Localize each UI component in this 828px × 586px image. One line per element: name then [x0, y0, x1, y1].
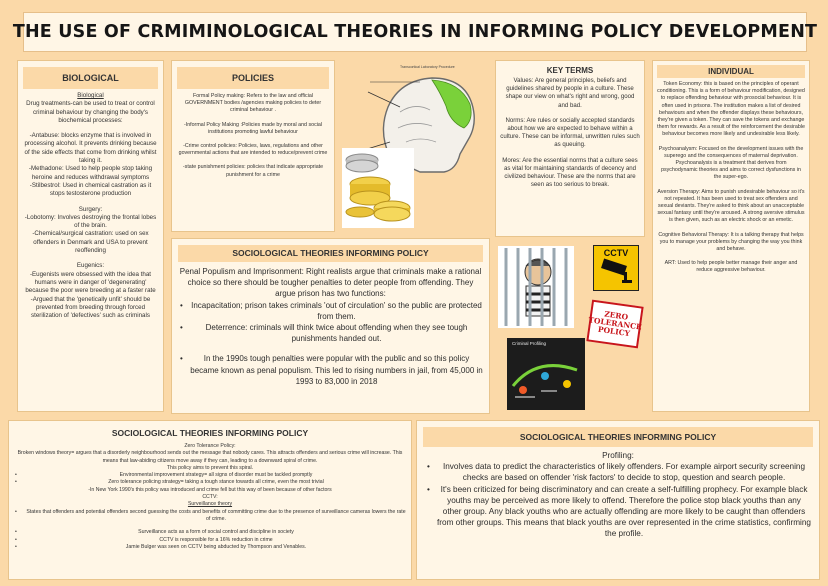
bulger-item: • Jamie Bulger was seen on CCTV being abducted by Thompson and Venables.: [13, 544, 407, 551]
profiling-criticism-item: • It's been criticized for being discriminatory and can create a self-fulfilling prophecy. For example black youths may be perceived as more likely to offend. Therefore the police stop black youths than any other group. Any black youths who are actually offending are more likely to be caught than offenders from other groups. This means that black youths are over represented in the crime statistics, confirming the profile.: [425, 484, 811, 540]
new-york-text: -In New York 1990's this policy was introduced and crime fell but this way of been because of other factors: [88, 486, 332, 493]
cctv-title: CCTV:: [202, 494, 218, 501]
biological-subheading: Biological: [77, 92, 104, 99]
social-control-item: • Surveillance acts as a form of social control and discipline in society: [13, 529, 407, 536]
state-punishment-text: -state punishment policies: policies that indicate appropriate punishment for a crime: [182, 164, 324, 178]
informal-policy-text: -Informal Policy Making :Policies made by moral and social institutions promoting lawful behaviour: [183, 121, 323, 135]
token-economy-text: Token Economy: this is based on the principles of operant conditioning. This is a form of behaviour modification, designed to replace offending behaviour with prosocial behaviour. It is often used in prisons. The institution makes a list of desired behaviours and when the offender displays these behaviours, they're given a token. They can save the tokens and exchange them for rewards. As a result of the reinforcement the desirable behaviour becomes more likely and undesirable less likely.: [657, 81, 805, 138]
stilbestrol-text: -Stilbestrol: Used in chemical castration as it stops testosterone production: [29, 181, 152, 198]
image-panel-brain: [340, 60, 490, 232]
sociological-middle-panel: [171, 238, 490, 414]
cctv-sign: [593, 245, 639, 291]
zero-tolerance-sign: [586, 300, 643, 349]
psychoanalysm-text: Psychoanalysm: Focused on the development issues with the superego and the consequences of maternal deprivation. Psychoanalysis is a treatment that derives from psychodynamic theories and aims to correct dysfunctions in the super-ego.: [658, 145, 804, 181]
cctv-reduction-item: • CCTV is responsible for a 16% reduction in crime: [13, 537, 407, 544]
cctv-label: CCTV: [603, 248, 629, 258]
prisoner-icon: [498, 246, 574, 328]
methadone-text: -Methadone: Used to help people stop taking heroine and reduces withdrawal symptoms: [28, 165, 153, 181]
brain-diagram-label: Transcortical Laboratory Procedure: [400, 65, 455, 69]
key-terms-panel: [495, 60, 645, 237]
eugenics-title: Eugenics:: [76, 262, 105, 270]
prison-functions-list: [178, 300, 483, 387]
zt-strategy-item: • Zero tolerance policing strategy= taking a tough stance towards all crime, even the most trivial: [13, 479, 407, 486]
penal-populism-intro: Penal Populism and Imprisonment: Right realists argue that criminals make a rational choice so there should be tougher penalties to deter people from offending. They argue prison has two functions:: [179, 267, 482, 299]
individual-body: [653, 81, 809, 275]
profiling-infographic: [507, 338, 585, 410]
cctv-camera-icon: [594, 258, 638, 286]
surveillance-list: [13, 509, 407, 551]
profiling-title: Profiling:: [602, 451, 634, 460]
individual-panel: [652, 60, 810, 412]
policies-panel: [171, 60, 335, 232]
soc-bottom-right-body: [417, 450, 819, 540]
images-panel: [495, 243, 645, 412]
values-text: Values: Are general principles, beliefs and guidelines shared by people in a culture. These shape our view on what's right and wrong, good and bad.: [505, 77, 635, 109]
penal-populism-1990s-item: • In the 1990s tough penalties were popular with the public and so this policy became known as penal populism. This led to rising numbers in jail, from 45,000 in 1993 to 83,000 in 2018: [178, 353, 483, 387]
sociological-bottom-left-panel: [8, 420, 412, 580]
individual-heading: INDIVIDUAL: [657, 65, 805, 78]
zero-tolerance-title: Zero Tolerance Policy:: [184, 443, 236, 449]
deterrence-item: • Deterrence: criminals will think twice about offending when they see tough punishments handed out.: [178, 322, 483, 344]
biological-panel: [17, 60, 164, 412]
surveillance-item: • States that offenders and potential offenders second guessing the costs and benefits of committing crime due to the presence of surveillance cameras lowers the rate of crime.: [13, 509, 407, 524]
soc-bottom-right-heading: SOCIOLOGICAL THEORIES INFORMING POLICY: [423, 427, 813, 447]
key-terms-body: [496, 77, 644, 189]
sterilization-text: -Argued that the 'genetically unfit' should be prevented from breeding through forced sterilization of 'defectives' such as criminals: [30, 295, 151, 320]
lobotomy-text: -Lobotomy: Involves destroying the frontal lobes of the brain.: [24, 213, 157, 230]
profiling-list: [425, 461, 811, 539]
policies-heading: POLICIES: [177, 67, 329, 89]
drug-intro: Drug treatments-can be used to treat or control criminal behaviour by changing the body's biochemical processes:: [26, 100, 155, 124]
biological-body: [18, 92, 163, 320]
incapacitation-item: • Incapacitation; prison takes criminals 'out of circulation' so the public are protected from them.: [178, 300, 483, 322]
art-text: ART: Used to help people better manage their anger and reduce aggressive behaviour.: [664, 260, 798, 274]
profiling-data-item: • Involves data to predict the characteristics of likely offenders. For example airport security screening checks are based on offender 'risk factors' to decide to stop, question and search people.: [425, 461, 811, 483]
key-terms-heading: KEY TERMS: [546, 66, 594, 75]
infographic-label: Criminal Profiling: [512, 341, 547, 346]
sociological-bottom-right-panel: [416, 420, 820, 580]
cbt-text: Cognitive Behavioral Therapy: It is a talking therapy that helps you to manage your problems by changing the way you think and behave.: [658, 231, 804, 253]
aversion-therapy-text: Aversion Therapy: Aims to punish undesirable behaviour so it's not repeated. It has been used to treat sex offenders and sexual deviants. They're asked to think about an unacceptable sexual fantasy until they're aroused. A strong aversive stimulus is then given, such as an electric shock or an emetic.: [657, 188, 805, 224]
castration-text: -Chemical/surgical castration: used on sex offenders in Denmark and USA to prevent reoffending: [32, 230, 149, 255]
antabuse-text: -Antabuse: blocks enzyme that is involved in processing alcohol. It prevents drinking because of the side effects that come from drinking whilst taking it.: [24, 132, 157, 165]
crime-control-text: -Crime control policies: Policies, laws, regulations and other governmental actions that are intended to reduce/prevent crime: [178, 143, 328, 157]
page-title-bar: [12, 12, 818, 52]
mores-text: Mores: Are the essential norms that a culture sees as vital for maintaining standards of decency and civilized behaviour. These are the norms that are seen as too serious to break.: [502, 156, 638, 189]
broken-windows-text: Broken windows theory= argues that a disorderly neighbourhood sends out the message that nobody cares. This attracts offenders and serious crime will increase. This means that law-abiding citizens move away if they can, leading to a downward spiral of crime.: [17, 450, 403, 464]
surveillance-theory-title: Surveillance theory: [187, 501, 233, 508]
soc-bottom-left-heading: SOCIOLOGICAL THEORIES INFORMING POLICY: [111, 428, 309, 438]
zero-tolerance-list: [13, 472, 407, 487]
prevent-spiral-text: This policy aims to prevent this spiral.: [166, 464, 254, 471]
soc-bottom-left-body: [9, 443, 411, 551]
soc-middle-body: [172, 266, 489, 387]
norms-text: Norms: Are rules or socially accepted standards about how we are expected to behave within a culture. These can be informal, unwritten rules such as queuing.: [500, 116, 640, 149]
soc-middle-heading: SOCIOLOGICAL THEORIES INFORMING POLICY: [178, 245, 483, 262]
environmental-item: • Environmental improvement strategy= all signs of disorder must be tackled promptly: [13, 472, 407, 479]
policies-body: [172, 93, 334, 179]
eugenicists-text: -Eugenists were obsessed with the idea that humans were in danger of 'degenerating' because the poor were breeding at a faster rate: [25, 270, 156, 295]
coins-icon: [342, 148, 414, 228]
biological-heading: BIOLOGICAL: [23, 67, 158, 89]
page-title: THE USE OF CRMIMINOLOGICAL THEORIES IN INFORMING POLICY DEVELOPMENT: [12, 22, 818, 42]
formal-policy-text: Formal Policy making: Refers to the law and official GOVERNMENT bodies /agencies making policies to deter criminal behaviour .: [184, 93, 322, 114]
surgery-title: Surgery:: [78, 205, 103, 213]
zero-tolerance-text: ZERO TOLERANCE POLICY: [587, 309, 643, 339]
